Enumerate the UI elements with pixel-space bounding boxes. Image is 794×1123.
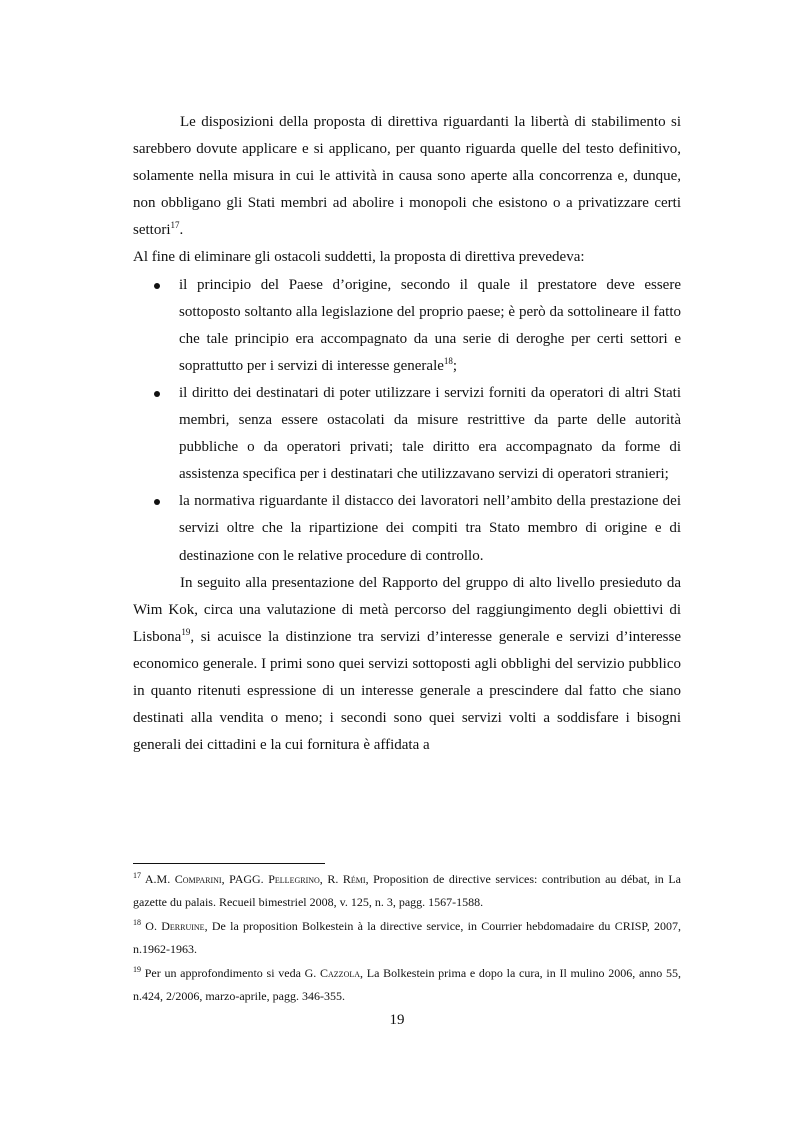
- footnote-ref-18: 18: [443, 355, 453, 366]
- footnote-ref-17: 17: [170, 220, 180, 231]
- paragraph-intro-list: Al fine di eliminare gli ostacoli suddetti, la proposta di direttiva prevedeva:: [133, 249, 585, 266]
- bullet-icon: [154, 283, 160, 289]
- list-item: la normativa riguardante il distacco dei lavoratori nell’ambito della prestazione dei servizi oltre che la ripartizione dei compiti tra Stato membro di origine e di destinazione con le relative procedure di controllo.: [133, 488, 681, 569]
- page-number: 19: [389, 1012, 405, 1028]
- body-text: [133, 109, 681, 759]
- footnote-17: $^{17}$ A.M. Comparini, PAGG. Pellegrino, R. Rémi, Proposition de directive services: contribution au débat, in La gazette du palais. Recueil bimestriel 2008, v. 125, n. 3, pagg. 1567-1588.: [133, 871, 681, 909]
- list-item: il diritto dei destinatari di poter utilizzare i servizi forniti da operatori di altri Stati membri, senza essere ostacolati da misure restrittive da parte delle autorità pubbliche o da operatori privati; tale diritto era accompagnato da forme di assistenza specifica per i destinatari che utilizzavano servizi di operatori stranieri;: [133, 380, 681, 488]
- bullet-list: [133, 272, 681, 570]
- paragraph-rapporto-kok: In seguito alla presentazione del Rapporto del gruppo di alto livello presieduto da Wim Kok, circa una valutazione di metà percorso del raggiungimento degli obiettivi di Lisbona$^{19}$, si acuisce la distinzione tra servizi d’interesse generale e servizi d’interesse economico generale. I primi sono quei servizi sottoposti agli obblighi del servizio pubblico in quanto ritenuti espressione di un interesse generale a prescindere dal fatto che siano destinati alla vendita o meno; i secondi sono quei servizi volti a soddisfare i bisogni generali dei cittadini e la cui fornitura è affidata a: [133, 574, 681, 754]
- bullet-icon: [154, 499, 160, 505]
- list-item: il principio del Paese d’origine, secondo il quale il prestatore deve essere sottoposto soltanto alla legislazione del proprio paese; è però da sottolineare il fatto che tale principio era accompagnato da una serie di deroghe per certi settori e soprattutto per i servizi di interesse generale$^{18}$;: [133, 272, 681, 380]
- footnote-18: $^{18}$ O. Derruine, De la proposition Bolkestein à la directive service, in Courrier hebdomadaire du CRISP, 2007, n.1962-1963.: [133, 918, 681, 956]
- footnote-ref-19: 19: [181, 626, 191, 637]
- paragraph-stabilimento: Le disposizioni della proposta di direttiva riguardanti la libertà di stabilimento si sarebbero dovute applicare e si applicano, per quanto riguarda quelle del testo definitivo, solamente nella misura in cui le attività in causa sono aperte alla concorrenza e, dunque, non obbligano gli Stati membri ad abolire i monopoli che esistono o a privatizzare certi settori$^{17}$.: [133, 114, 681, 239]
- footnote-separator: [133, 863, 325, 864]
- footnote-19: $^{19}$ Per un approfondimento si veda G. Cazzola, La Bolkestein prima e dopo la cura, in Il mulino 2006, anno 55, n.424, 2/2006, marzo-aprile, pagg. 346-355.: [133, 965, 681, 1003]
- bullet-icon: [154, 391, 160, 397]
- footnotes: [133, 868, 681, 1009]
